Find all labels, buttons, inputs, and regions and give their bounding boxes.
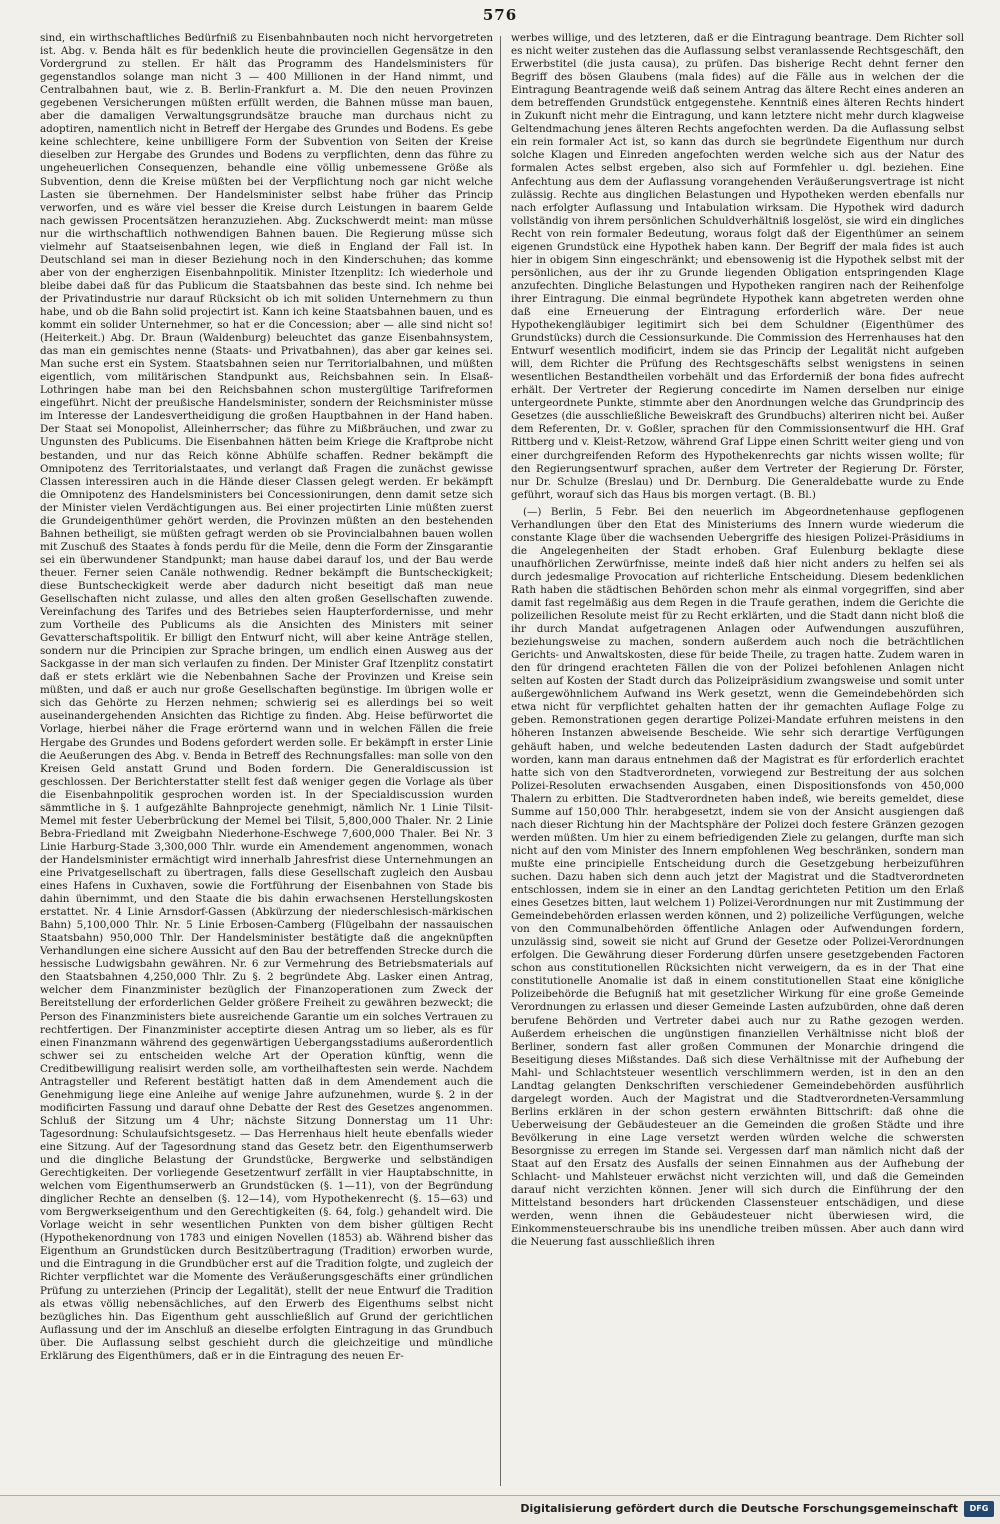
digitization-footer <box>0 1495 1000 1524</box>
left-column-paragraph: sind, ein wirthschaftliches Bedürfniß zu Eisenbahnbauten noch nicht hervorgetreten ist. Abg. v. Benda hält es für bedenklich heute die provinciellen Gegensätze in den Vordergrund zu stellen. Er hält das Programm des Handelsministers für gegenstandlos solange man nicht 3 — 400 Millionen in der Hand nimmt, und Centralbahnen baut, wie z. B. Berlin-Frankfurt a. M. Die den neuen Provinzen gegebenen Versicherungen müßten erfüllt werden, die Bahnen müsse man bauen, aber die damaligen Verwaltungsgrundsätze brauche man durchaus nicht zu adoptiren, namentlich nicht in Betreff der Hergabe des Grundes und Bodens. Es gebe keine schlechtere, keine unbilligere Form der Subvention von Seiten der Kreise dieselben zur Hergabe des Grundes und Bodens zu verpflichten, denn das führe zu ungeheuerlichen Consequenzen, behandle eine völlig unbemessene Größe als Subvention, denn die Kreise müßten bei der Verpflichtung noch gar nicht welche Lasten sie übernehmen. Der Handelsminister selbst habe früher das Princip verworfen, und es wäre viel besser die Kreise durch Leistungen in baarem Gelde nach gewissen Procentsätzen heranzuziehen. Abg. Zuckschwerdt meint: man müsse nur die wirthschaftlich nothwendigen Bahnen bauen. Die Regierung müsse sich vielmehr auf Staatseisenbahnen legen, wie dieß in England der Fall ist. In Deutschland sei man in dieser Beziehung noch in den Kinderschuhen; das komme aber von der engherzigen Eisenbahnpolitik. Minister Itzenplitz: Ich wiederhole und bleibe dabei daß für das Publicum die Staatsbahnen das beste sind. Ich nehme bei der Privatindustrie nur darauf Rücksicht ob ich mit soliden Unternehmern zu thun habe, und ob die Bahn solid projectirt ist. Kann ich keine Staatsbahnen bauen, und es kommt ein solider Unternehmer, so hat er die Concession; aber — alle sind nicht so! (Heiterkeit.) Abg. Dr. Braun (Waldenburg) beleuchtet das ganze Eisenbahnsystem, das man ein gemischtes nenne (Staats- und Privatbahnen), das aber gar keines sei. Man suche erst ein System. Staatsbahnen seien nur Territorialbahnen, und müßten eigentlich, vom militärischen Standpunkt aus, Reichsbahnen sein. In Elsaß-Lothringen habe man bei den Reichsbahnen schon mustergültige Tarifreformen eingeführt. Nicht der preußische Handelsminister, sondern der Reichsminister müsse im Interesse der Landesvertheidigung die großen Hauptbahnen in der Hand haben. Der Staat sei Monopolist, Alleinherrscher; das führe zu Mißbräuchen, und zwar zu Ungunsten des Publicums. Die Eisenbahnen hätten beim Kriege die Kraftprobe nicht bestanden, und nur das Reich könne Abhülfe schaffen. Redner bekämpft die Omnipotenz des Territorialstaates, und verlangt daß Fragen die zunächst gewisse Classen interessiren auch in die Hände dieser Classen gelegt werden. Er bekämpft die Omnipotenz des Handelsministers bei Concessionirungen, denn damit setze sich der Minister vielen Verdächtigungen aus. Bei einer projectirten Linie müßten zuerst die Grundeigenthümer gehört werden, die Provinzen müßten an den bestehenden Bahnen betheiligt, sie müßten gefragt werden ob sie Provincialbahnen bauen wollen mit Zuschuß des Staates à fonds perdu für die Meile, denn die Form der Zinsgarantie sei ein überwundener Standpunkt; man hause dabei darauf los, und der Bau werde theuer. Ferner seien Canäle nothwendig. Redner bekämpft die Buntscheckigkeit; diese Buntscheckigkeit werde aber dadurch nicht beseitigt daß man neue Gesellschaften nicht zulasse, und alles den alten großen Gesellschaften zuwende. Vereinfachung des Tarifes und des Betriebes seien Haupterfordernisse, und mehr zum Vortheile des Publicums als die Ansichten des Ministers mit seiner Gevatterschaftspolitik. Er billigt den Entwurf nicht, will aber keine Anträge stellen, sondern nur die Principien zur Sprache bringen, um endlich einen Ausweg aus der Sackgasse in der man sich verlaufen zu finden. Der Minister Graf Itzenplitz constatirt daß er stets erklärt wie die Nebenbahnen Sache der Provinzen und Kreise sein müßten, und daß er auch nur große Gesellschaften begünstige. Im übrigen wolle er sich das Gehörte zu Herzen nehmen; schwierig sei es allerdings bei so weit auseinandergehenden Ansichten das Richtige zu finden. Abg. Heise befürwortet die Vorlage, hierbei näher die Frage erörternd wann und in welchen Fällen die freie Hergabe des Grundes und Bodens gefordert werden solle. Er bekämpft in erster Linie die Aeußerungen des Abg. v. Benda in Betreff des Rechnungsfalles: man solle von den Kreisen Geld anstatt Grund und Boden fordern. Die Generaldiscussion ist geschlossen. Der Berichterstatter stellt fest daß weniger gegen die Vorlage als über die Eisenbahnpolitik gesprochen worden ist. In der Specialdiscussion wurden sämmtliche in §. 1 aufgezählte Bahnprojecte genehmigt, nämlich Nr. 1 Linie Tilsit-Memel mit fester Ueberbrückung der Memel bei Tilsit, 5,800,000 Thaler. Nr. 2 Linie Bebra-Friedland mit Zweigbahn Niederhone-Eschwege 7,600,000 Thaler. Bei Nr. 3 Linie Harburg-Stade 3,300,000 Thlr. wurde ein Amendement angenommen, wonach der Handelsminister ermächtigt wird innerhalb Jahresfrist diese Unternehmungen an eine Privatgesellschaft zu übertragen, falls diese Gesellschaft zugleich den Ausbau eines Hafens in Cuxhaven, sowie die Fortführung der Eisenbahnen von Stade bis dahin übernimmt, und den Staate die bis dahin erwachsenen Herstellungskosten erstattet. Nr. 4 Linie Arnsdorf-Gassen (Abkürzung der niederschlesisch-märkischen Bahn) 5,100,000 Thlr. Nr. 5 Linie Erbosen-Camberg (Flügelbahn der nassauischen Staatsbahn) 950,000 Thlr. Der Handelsminister bestätigte daß die angeknüpften Verhandlungen eine sichere Aussicht auf den Bau der betreffenden Strecke durch die hessische Ludwigsbahn gewähren. Nr. 6 zur Vermehrung des Betriebsmaterials auf den Staatsbahnen 4,250,000 Thlr. Zu §. 2 begründete Abg. Lasker einen Antrag, welcher dem Finanzminister bezüglich der Finanzoperationen zum Zweck der Bereitstellung der erforderlichen Gelder größere Freiheit zu gewähren bezweckt; die Person des Finanzministers biete ausreichende Garantie um ein solches Vertrauen zu rechtfertigen. Der Finanzminister acceptirte diesen Antrag um so lieber, als es für einen Finanzmann während des gegenwärtigen Uebergangsstadiums außerordentlich schwer sei zu entscheiden welche Art der Operation künftig, wenn die Creditbewilligung realisirt werden solle, am vortheilhaftesten sein werde. Nachdem Antragsteller und Referent bestätigt hatten daß in dem Amendement auch die Genehmigung liege eine Anleihe auf wenige Jahre aufzunehmen, wurde §. 2 in der modificirten Fassung und darauf ohne Debatte der Rest des Gesetzes angenommen. Schluß der Sitzung um 4 Uhr; nächste Sitzung Donnerstag um 11 Uhr: Tagesordnung: Schulaufsichtsgesetz. — Das Herrenhaus hielt heute ebenfalls wieder eine Sitzung. Auf der Tagesordnung stand das Gesetz betr. den Eigenthumserwerb und die dingliche Belastung der Grundstücke, Bergwerke und selbständigen Gerechtigkeiten. Der vorliegende Gesetzentwurf zerfällt in vier Hauptabschnitte, in welchen vom Eigenthumserwerb an Grundstücken (§. 1—11), von der Begründung dinglicher Rechte an denselben (§. 12—14), vom Hypothekenrecht (§. 15—63) und vom Bergwerkseigenthum und den Gerechtigkeiten (§. 64, folg.) gehandelt wird. Die Vorlage weicht in sehr wesentlichen Punkten von dem bisher gültigen Recht (Hypothekenordnung von 1783 und einigen Novellen (1853) ab. Während bisher das Eigenthum an Grundstücken durch Besitzübertragung (Tradition) erworben wurde, und die Eintragung in die Grundbücher erst auf die Tradition folgte, und zugleich der Richter verpflichtet war die Momente des Veräußerungsgeschäfts einer gründlichen Prüfung zu unterziehen (Princip der Legalität), stellt der neue Entwurf die Tradition als etwas völlig nebensächliches, auf den Erwerb des Eigenthums selbst nicht bezügliches hin. Das Eigenthum geht ausschließlich auf Grund der gerichtlichen Auflassung und der im Anschluß an dieselbe erfolgten Eintragung in das Grundbuch über. Die Auflassung selbst geschieht durch die gleichzeitige und mündliche Erklärung des Eigenthümers, daß er in die Eintragung des neuen Er- <box>40 32 493 1362</box>
article-columns <box>40 32 964 1488</box>
dfg-logo-icon: DFG <box>964 1501 994 1517</box>
left-column <box>40 32 493 1488</box>
page-number: 576 <box>482 6 518 24</box>
berlin-report-paragraph: (—) Berlin, 5 Febr. Bei den neuerlich im Abgeordnetenhause gepflogenen Verhandlungen über den Etat des Ministeriums des Innern wurde wiederum die constante Klage über die wachsenden Uebergriffe des hiesigen Polizei-Präsidiums in die Angelegenheiten der Stadt erhoben. Graf Eulenburg beklagte diese unaufhörlichen Zerwürfnisse, meinte indeß daß hier nicht anders zu helfen sei als durch jedesmalige Provocation auf richterliche Entscheidung. Diesem bedenklichen Rath haben die städtischen Behörden schon mehr als einmal vorgegriffen, sind aber damit fast regelmäßig aus dem Regen in die Traufe gerathen, indem die Gerichte die polizeilichen Resolute meist für zu Recht erklärten, und die Stadt dann nicht bloß die ihr durch Mandat aufgetragenen Anlagen oder Aufwendungen auszuführen, beziehungsweise zu machen, sondern außerdem auch noch die beträchtlichen Gerichts- und Anwaltskosten, diese für beide Theile, zu tragen hatte. Zudem waren in den für dringend erachteten Fällen die von der Polizei befohlenen Anlagen nicht selten auf Kosten der Stadt durch das Polizeipräsidium zwangsweise und somit unter außergewöhnlichem Aufwand ins Werk gesetzt, wenn die Gemeindebehörden sich etwa nicht für verpflichtet gehalten hatten der ihr gemachten Auflage Folge zu geben. Remonstrationen gegen derartige Polizei-Mandate erfuhren meistens in den höheren Instanzen abweisende Bescheide. Wie sehr sich derartige Verfügungen gehäuft haben, und welche bedeutenden Lasten dadurch der Stadt aufgebürdet worden, kann man daraus entnehmen daß der Magistrat es für erforderlich erachtet hatte sich von den Stadtverordneten, vorwiegend zur Bestreitung der aus solchen Polizei-Resoluten erwachsenden Ausgaben, einen Dispositionsfonds von 450,000 Thalern zu erbitten. Die Stadtverordneten haben indeß, wie bereits gemeldet, diese Summe auf 150,000 Thlr. herabgesetzt, indem sie von der Ansicht ausgiengen daß nach dieser Richtung hin der Machtsphäre der Polizei doch festere Gränzen gezogen werden müßten. Um hier zu einem befriedigenden Ziele zu gelangen, durfte man sich nicht auf den vom Minister des Innern empfohlenen Weg beschränken, sondern man mußte eine principielle Entscheidung durch die Gesetzgebung herbeizuführen suchen. Dazu haben sich denn auch jetzt der Magistrat und die Stadtverordneten entschlossen, indem sie in einer an den Landtag gerichteten Petition um den Erlaß eines Gesetzes bitten, laut welchem 1) Polizei-Verordnungen nur mit Zustimmung der Gemeindebehörden erlassen werden können, und 2) polizeiliche Verfügungen, welche von den Communalbehörden öffentliche Anlagen oder Aufwendungen fordern, unzulässig sind, soweit sie nicht auf Grund der Gesetze oder Polizei-Verordnungen erfolgen. Die Gewährung dieser Forderung dürfen unsere gesetzgebenden Factoren schon aus constitutionellen Rücksichten nicht verweigern, da es in der That eine constitutionelle Anomalie ist daß in einem constitutionellen Staat eine königliche Polizeibehörde die Befugniß hat mit gesetzlicher Wirkung für eine große Gemeinde Verordnungen zu erlassen und dieser Gemeinde Lasten aufzubürden, ohne daß deren berufene Behörden und Vertreter dabei auch nur zu Rathe gezogen werden. Außerdem erheischen die ungünstigen finanziellen Verhältnisse nicht bloß der Berliner, sondern fast aller großen Communen der Monarchie dringend die Beseitigung dieses Mißstandes. Daß sich diese Verhältnisse mit der Aufhebung der Mahl- und Schlachtsteuer wesentlich verschlimmern werden, ist in den an den Landtag gelangten Denkschriften verschiedener Gemeindebehörden ausführlich dargelegt worden. Auch der Magistrat und die Stadtverordneten-Versammlung Berlins erklären in der schon gestern erwähnten Bittschrift: daß ohne die Ueberweisung der Gebäudesteuer an die Gemeinden die großen Städte und ihre Bevölkerung in eine Lage versetzt werden würden welche die schwersten Besorgnisse zu erregen im Stande sei. Vergessen darf man nämlich nicht daß der Staat auf den Ersatz des Ausfalls der seinen Einnahmen aus der Aufhebung der Schlacht- und Mahlsteuer erwächst nicht verzichten will, und daß die Gemeinden darauf nicht verzichten können. Jener will sich durch die Einführung der den Mittelstand besonders hart drückenden Classensteuer entschädigen, und diese werden, wenn ihnen die Gebäudesteuer nicht überwiesen wird, die Einkommensteuerschraube bis ins unendliche treiben müssen. Aber auch dann wird die Neuerung fast ausschließlich ihren <box>511 505 964 1249</box>
funding-notice: Digitalisierung gefördert durch die Deutsche Forschungsgemeinschaft <box>520 1502 958 1515</box>
right-column-paragraph: werbes willige, und des letzteren, daß er die Eintragung beantrage. Dem Richter soll es nicht weiter zustehen das die Auflassung selbst veranlassende Rechtsgeschäft, den Erwerbstitel (die justa causa), zu prüfen. Das bisherige Recht dehnt ferner den Begriff des bösen Glaubens (mala fides) auf die Fälle aus in welchen der die Eintragung Beantragende weiß daß seinem Antrag das ältere Recht eines anderen an dem betreffenden Grundstück entgegenstehe. Kenntniß eines älteren Rechts hindert in Zukunft nicht mehr die Eintragung, und kann letztere nicht mehr durch klagweise Geltendmachung jenes älteren Rechts angefochten werden. Da die Auflassung selbst ein rein formaler Act ist, so kann das durch sie begründete Eigenthum nur durch solche Klagen und Einreden angefochten werden welche sich aus der Natur des formalen Actes selbst ergeben, also sich auf Formfehler u. dgl. beziehen. Eine Anfechtung aus dem der Auflassung vorangehenden Veräußerungsvertrage ist nicht zulässig. Rechte aus dinglichen Belastungen und Hypotheken werden ebenfalls nur nach erfolgter Auflassung und Intabulation wirksam. Die Hypothek wird dadurch vollständig von ihrem persönlichen Schuldverhältniß losgelöst, sie wird ein dingliches Recht von rein formaler Bedeutung, woraus folgt daß der Eigenthümer an seinem eigenen Grundstück eine Hypothek haben kann. Der Begriff der mala fides ist auch hier in obigem Sinn eingeschränkt; und ebensowenig ist die Hypothek selbst mit der persönlichen, aus der ihr zu Grunde liegenden Obligation entspringenden Klage anzufechten. Dingliche Belastungen und Hypotheken rangiren nach der Reihenfolge ihrer Eintragung. Die einmal begründete Hypothek kann abgetreten werden ohne daß eine Erneuerung der Eintragung erforderlich wäre. Der neue Hypothekengläubiger legitimirt sich bei dem Schuldner (Eigenthümer des Grundstücks) durch die Cessionsurkunde. Die Commission des Herrenhauses hat den Entwurf wesentlich modificirt, indem sie das Princip der Legalität nicht aufgeben will, dem Richter die Prüfung des Rechtsgeschäfts selbst wenigstens in seinen wesentlichen Bestandtheilen vorbehält und das Erforderniß der bona fides aufrecht erhält. Der Vertreter der Regierung concedirte im Namen derselben nur einige untergeordnete Punkte, stimmte aber den Anordnungen welche das Grundprincip des Gesetzes (die ausschließliche Beweiskraft des Grundbuchs) alteriren nicht bei. Außer dem Referenten, Dr. v. Goßler, sprachen für den Commissionsentwurf die HH. Graf Rittberg und v. Kleist-Retzow, während Graf Lippe einen Schritt weiter gieng und von einer durchgreifenden Reform des Hypothekenrechts gar nichts wissen wollte; für den Regierungsentwurf sprachen, außer dem Vertreter der Regierung Dr. Förster, nur Dr. Schulze (Breslau) und Dr. Dernburg. Die Generaldebatte wurde zu Ende geführt, worauf sich das Haus bis morgen vertagt. (B. Bl.) <box>511 32 964 501</box>
right-column <box>511 32 964 1488</box>
